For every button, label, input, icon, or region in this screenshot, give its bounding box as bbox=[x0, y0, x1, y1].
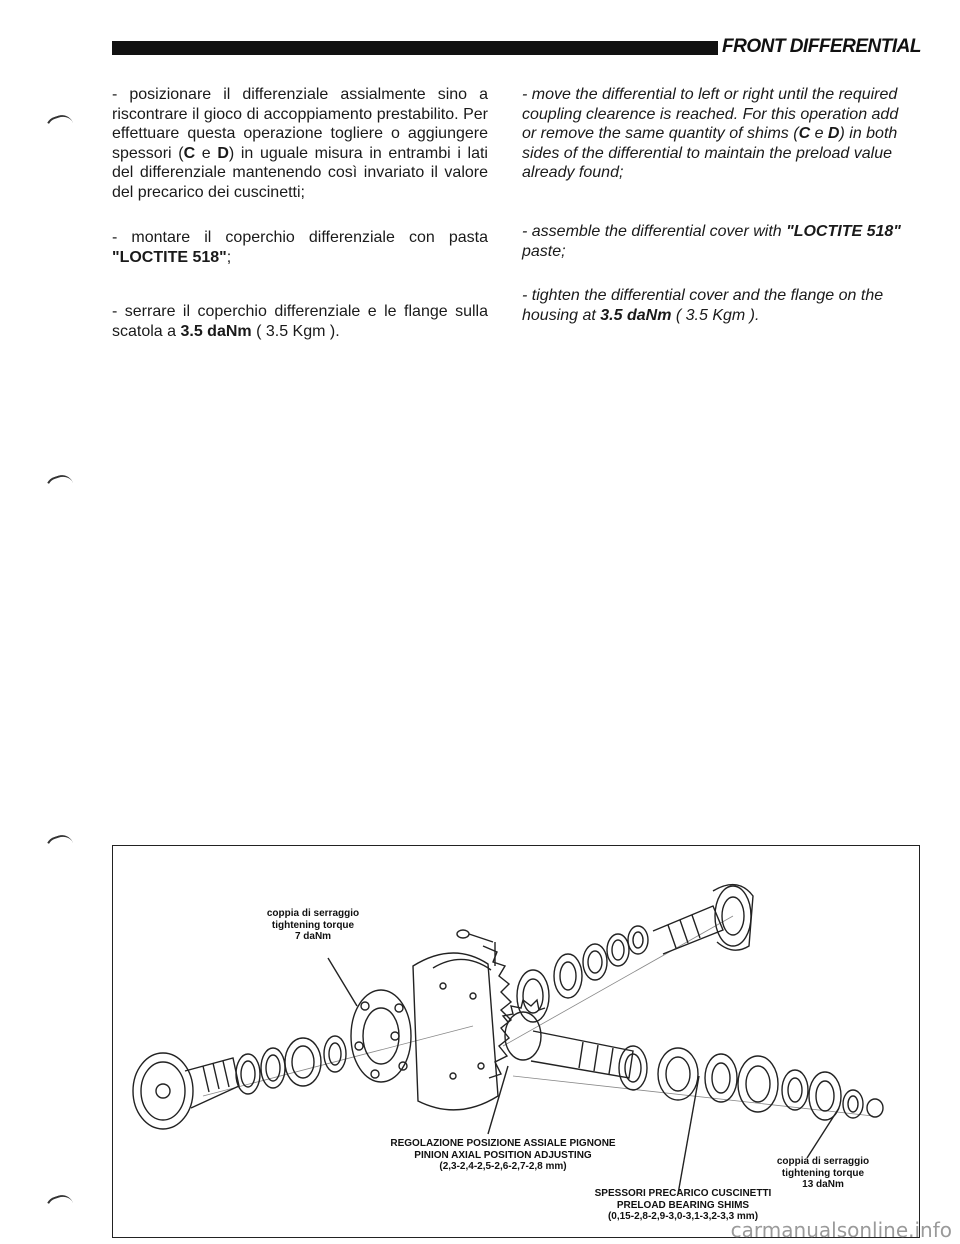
margin-mark bbox=[43, 832, 73, 852]
label-torque-right: coppia di serraggio tightening torque 13 daNm bbox=[776, 1156, 870, 1190]
italian-paragraph-2: - montare il coperchio differenziale con pasta "LOCTITE 518"; bbox=[112, 229, 488, 266]
watermark: carmanualsonline.info bbox=[730, 1218, 952, 1242]
margin-mark bbox=[43, 472, 73, 492]
label-torque-left: coppia di serraggio tightening torque 7 daNm bbox=[266, 908, 360, 942]
margin-mark bbox=[43, 1192, 73, 1212]
english-paragraph-1: - move the differential to left or right until the required coupling clearence is reached. For this operation add or remove the same quantity of shims (C e D) in both sides of the differential to maintain the preload value already found; bbox=[522, 86, 899, 181]
margin-mark bbox=[43, 112, 73, 132]
page-title: FRONT DIFFERENTIAL bbox=[722, 36, 921, 57]
italian-paragraph-1: - posizionare il differenziale assialmente sino a riscontrare il gioco di accoppiamento prestabilito. Per effettuare questa operazione togliere o aggiungere spessori (C e D) in uguale misura in entrambi i lati del differenziale mantenendo così invariato il valore del precarico dei cuscinetti; bbox=[112, 86, 488, 201]
italian-paragraph-3: - serrare il coperchio differenziale e le flange sulla scatola a 3.5 daNm ( 3.5 Kgm ). bbox=[112, 303, 488, 340]
label-pinion-axial-adjust: REGOLAZIONE POSIZIONE ASSIALE PIGNONE PINION AXIAL POSITION ADJUSTING (2,3-2,4-2,5-2,6-2,7-2,8 mm) bbox=[390, 1138, 616, 1172]
header-bar bbox=[112, 41, 718, 55]
label-preload-shims: SPESSORI PRECARICO CUSCINETTI PRELOAD BEARING SHIMS (0,15-2,8-2,9-3,0-3,1-3,2-3,3 mm) bbox=[594, 1188, 772, 1222]
english-paragraph-2: - assemble the differential cover with "LOCTITE 518" paste; bbox=[522, 223, 901, 260]
exploded-diagram bbox=[112, 845, 920, 1238]
english-paragraph-3: - tighten the differential cover and the flange on the housing at 3.5 daNm ( 3.5 Kgm ). bbox=[522, 287, 884, 324]
